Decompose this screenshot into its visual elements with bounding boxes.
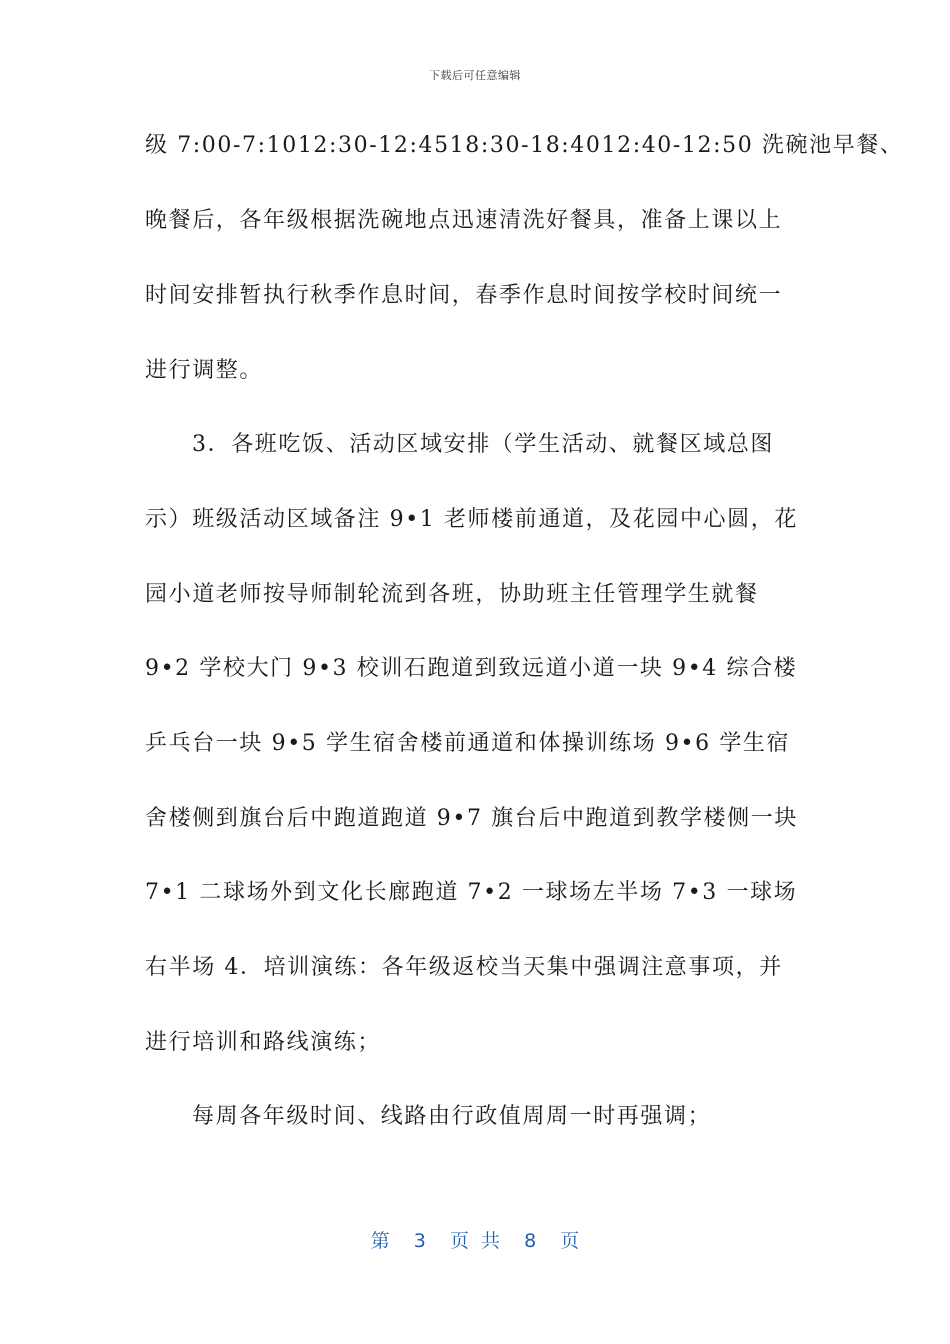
page-number-footer: 第 3 页 共 8 页 xyxy=(370,1230,580,1252)
paragraph-line: 7•1 二球场外到文化长廊跑道 7•2 一球场左半场 7•3 一球场 xyxy=(145,880,798,905)
paragraph-line: 进行培训和路线演练； xyxy=(145,1030,382,1055)
paragraph-line: 舍楼侧到旗台后中跑道跑道 9•7 旗台后中跑道到教学楼侧一块 xyxy=(145,806,798,831)
paragraph-line: 3．各班吃饭、活动区域安排（学生活动、就餐区域总图 xyxy=(192,432,774,457)
paragraph-line: 每周各年级时间、线路由行政值周周一时再强调； xyxy=(192,1104,712,1129)
paragraph-line: 9•2 学校大门 9•3 校训石跑道到致远道小道一块 9•4 综合楼 xyxy=(145,656,798,681)
paragraph-line: 进行调整。 xyxy=(145,358,264,383)
paragraph-line: 园小道老师按导师制轮流到各班，协助班主任管理学生就餐 xyxy=(145,582,759,607)
paragraph-line: 级 7:00-7:1012:30-12:4518:30-18:4012:40-12:50 洗碗池早餐、 xyxy=(145,133,904,158)
page-header: 下载后可任意编辑 xyxy=(429,69,521,82)
paragraph-line: 时间安排暂执行秋季作息时间，春季作息时间按学校时间统一 xyxy=(145,283,783,308)
paragraph-line: 示）班级活动区域备注 9•1 老师楼前通道，及花园中心圆，花 xyxy=(145,507,798,532)
paragraph-line: 晚餐后，各年级根据洗碗地点迅速清洗好餐具，准备上课以上 xyxy=(145,208,783,233)
paragraph-line: 乒乓台一块 9•5 学生宿舍楼前通道和体操训练场 9•6 学生宿 xyxy=(145,731,791,756)
paragraph-line: 右半场 4．培训演练：各年级返校当天集中强调注意事项，并 xyxy=(145,955,783,980)
